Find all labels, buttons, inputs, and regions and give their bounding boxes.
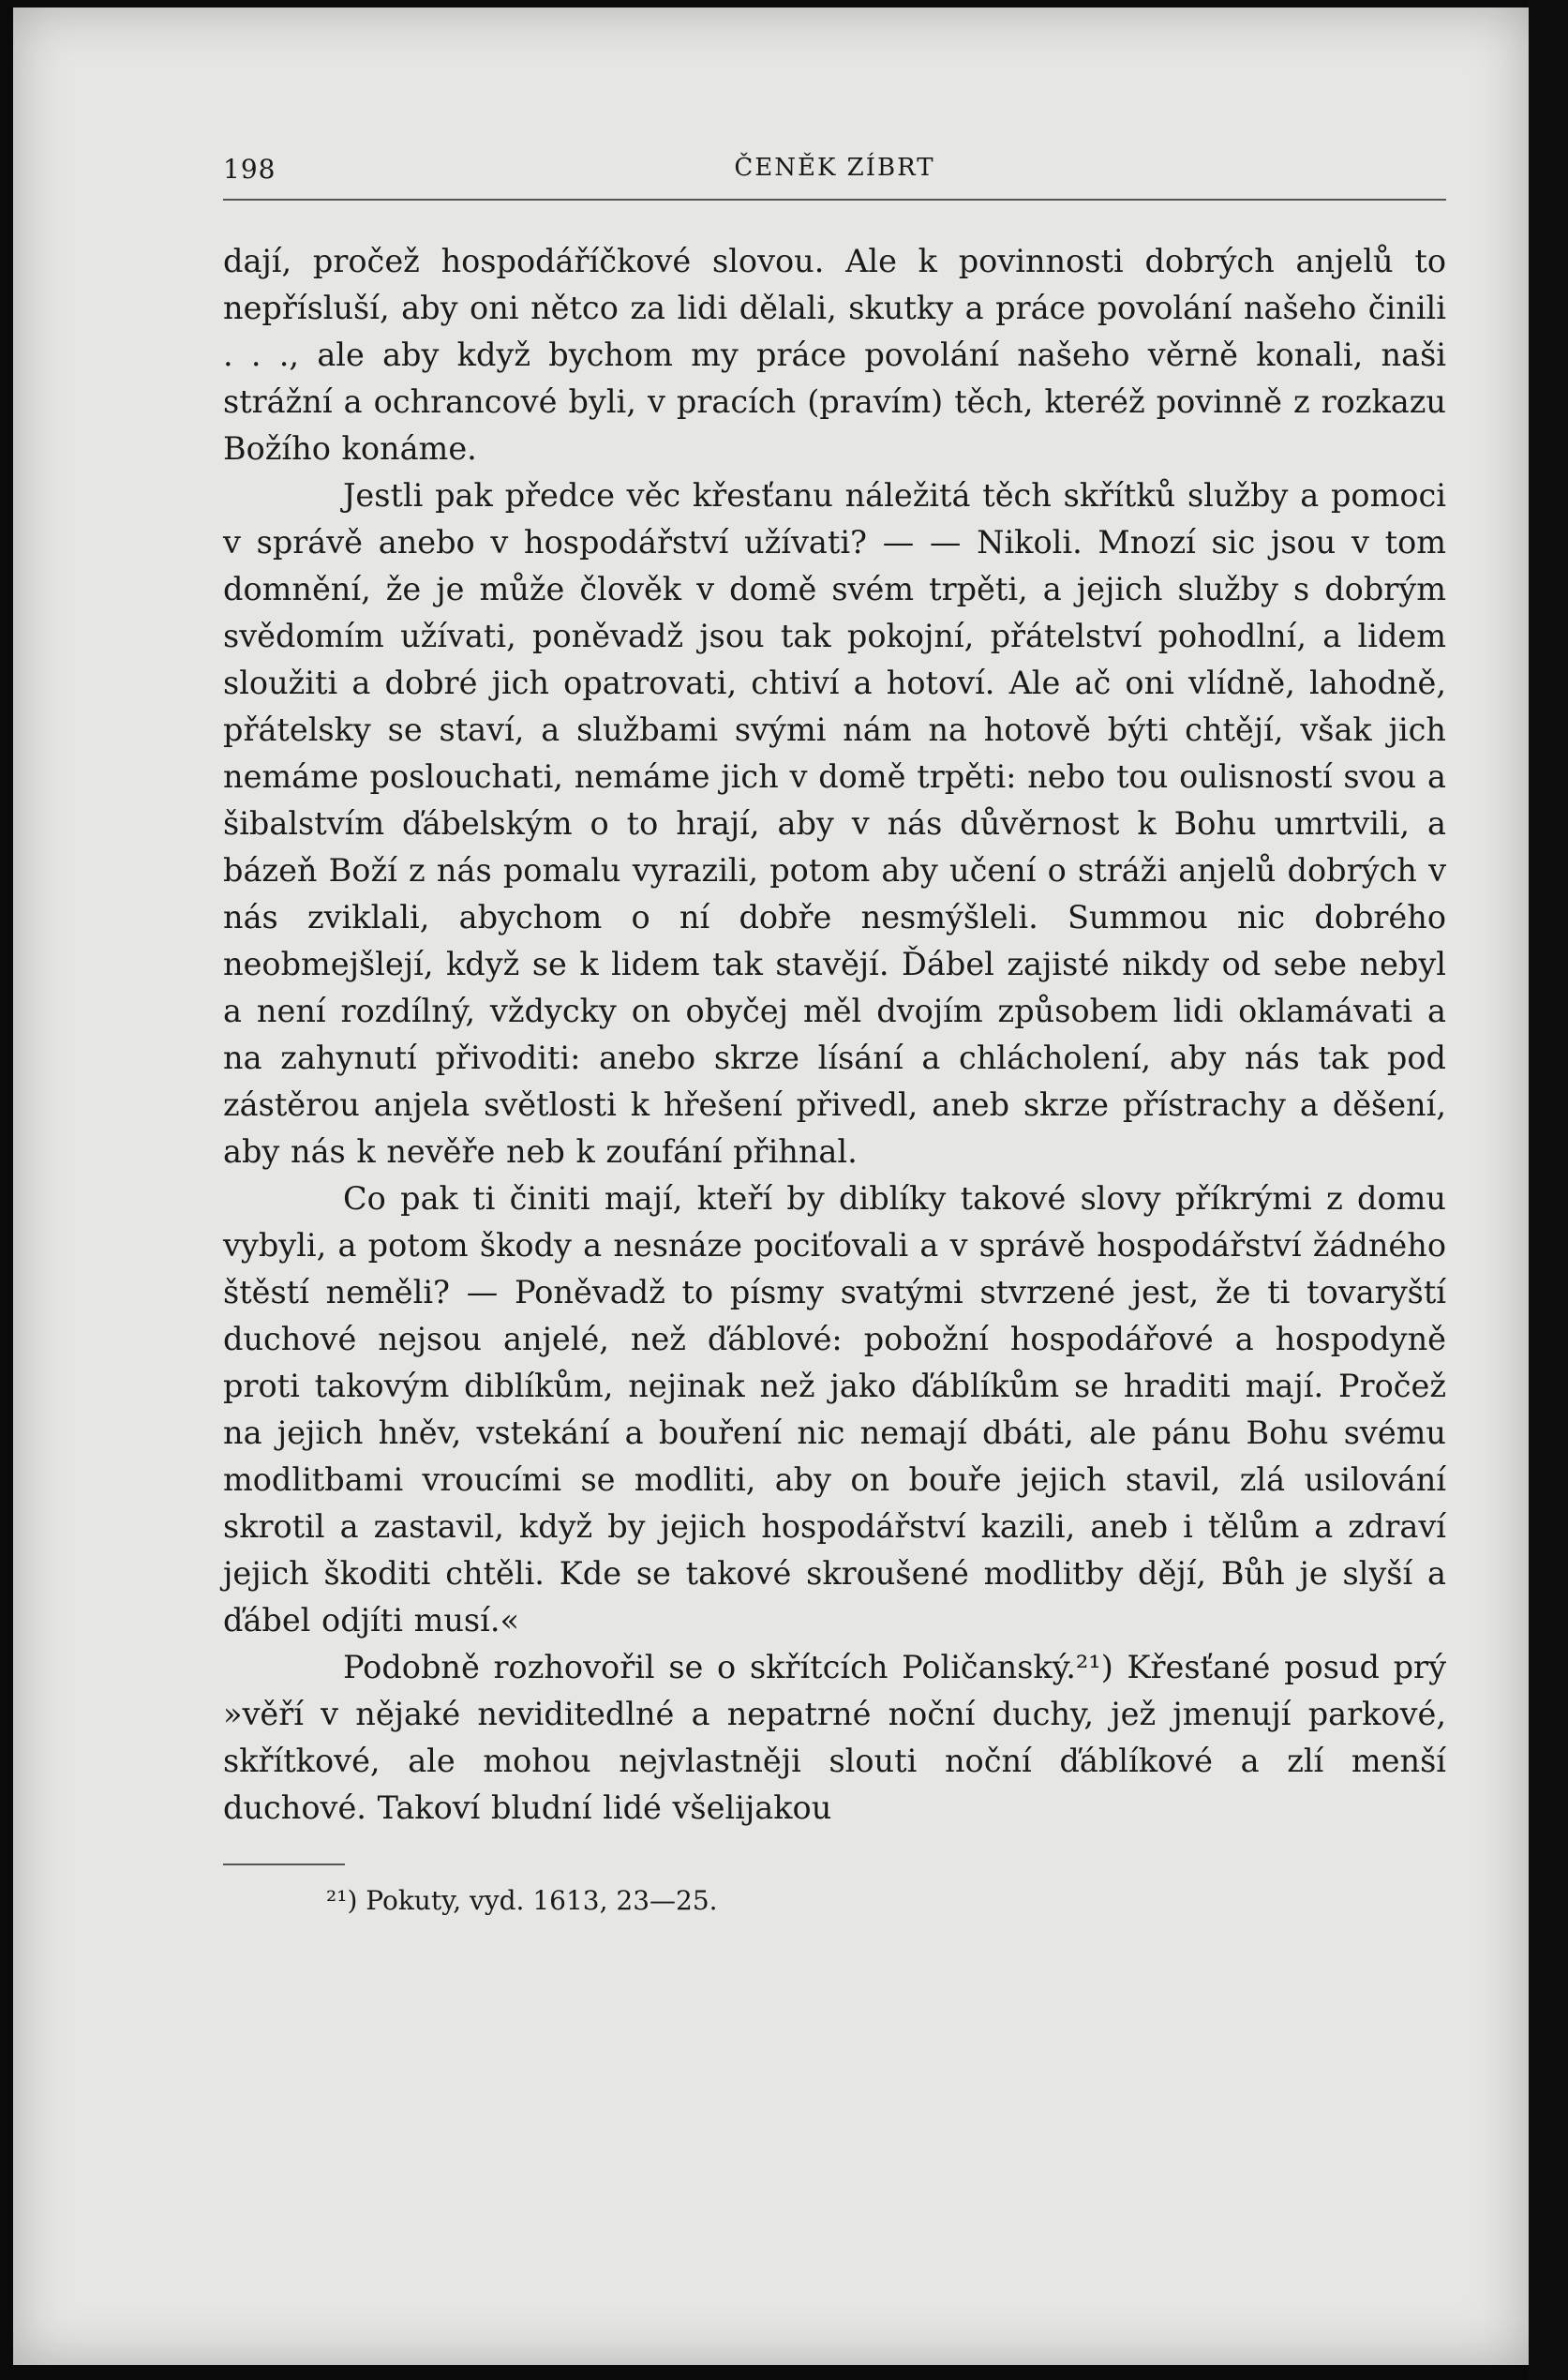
scan-border <box>1529 0 1568 2380</box>
body-text <box>223 238 1446 1832</box>
page-number: 198 <box>223 154 276 185</box>
footnote <box>326 1884 1446 1918</box>
header-rule <box>223 199 1446 201</box>
running-title: ČENĚK ZÍBRT <box>734 154 935 182</box>
footnote-rule <box>223 1864 345 1865</box>
footnote-text: Pokuty, vyd. 1613, 23—25. <box>366 1885 718 1916</box>
footnote-marker: ²¹) <box>326 1885 358 1916</box>
paragraph-3: Co pak ti činiti mají, kteří by diblíky takové slovy příkrými z domu vybyli, a potom škody a nesnáze pociťovali a v správě hospodářství žádného štěstí neměli? — Poněvadž to písmy svatými stvrzené jest, že ti tovaryští duchové nejsou anjelé, než ďáblové: pobožní hospodářové a hospodyně proti takovým diblíkům, nejinak než jako ďáblíkům se hraditi mají. Pročež na jejich hněv, vstekání a bouření nic nemají dbáti, ale pánu Bohu svému modlitbami vroucími se modliti, aby on bouře jejich stavil, zlá usilování skrotil a zastavil, když by jejich hospodářství kazili, aneb i tělům a zdraví jejich škoditi chtěli. Kde se takové skroušené modlitby dějí, Bůh je slyší a ďábel odjíti musí.« <box>223 1180 1446 1639</box>
text-block <box>223 141 1446 1918</box>
paragraph-4: Podobně rozhovořil se o skřítcích Poličanský.²¹) Křesťané posud prý »věří v nějaké neviditedlné a nepatrné noční duchy, jež jmenují parkové, skřítkové, ale mohou nejvlastněji slouti noční ďáblíkové a zlí menší duchové. Takoví bludní lidé všelijakou <box>223 1649 1446 1826</box>
paragraph-1: dají, pročež hospodáříčkové slovou. Ale k povinnosti dobrých anjelů to nepřísluší, aby oni nětco za lidi dělali, skutky a práce povolání našeho činili . . ., ale aby když bychom my práce povolání našeho věrně konali, naši strážní a ochrancové byli, v pracích (pravím) těch, kteréž povinně z rozkazu Božího konáme. <box>223 243 1446 467</box>
paragraph-2: Jestli pak předce věc křesťanu náležitá těch skřítků služby a pomoci v správě anebo v hospodářství užívati? — — Nikoli. Mnozí sic jsou v tom domnění, že je může člověk v domě svém trpěti, a jejich služby s dobrým svědomím užívati, poněvadž jsou tak pokojní, přátelství pohodlní, a lidem sloužiti a dobré jich opatrovati, chtiví a hotoví. Ale ač oni vlídně, lahodně, přátelsky se staví, a službami svými nám na hotově býti chtějí, však jich nemáme poslouchati, nemáme jich v domě trpěti: nebo tou oulisností svou a šibalstvím ďábelským o to hrají, aby v nás důvěrnost k Bohu umrtvili, a bázeň Boží z nás pomalu vyrazili, potom aby učení o stráži anjelů dobrých v nás zviklali, abychom o ní dobře nesmýšleli. Summou nic dobrého neobmejšlejí, když se k lidem tak stavějí. Ďábel zajisté nikdy od sebe nebyl a není rozdílný, vždycky on obyčej měl dvojím způsobem lidi oklamávati a na zahynutí přivoditi: anebo skrze lísání a chlácholení, aby nás tak pod zástěrou anjela světlosti k hřešení přivedl, aneb skrze přístrachy a děšení, aby nás k nevěře neb k zoufání přihnal. <box>223 477 1446 1170</box>
running-head <box>223 141 1446 189</box>
